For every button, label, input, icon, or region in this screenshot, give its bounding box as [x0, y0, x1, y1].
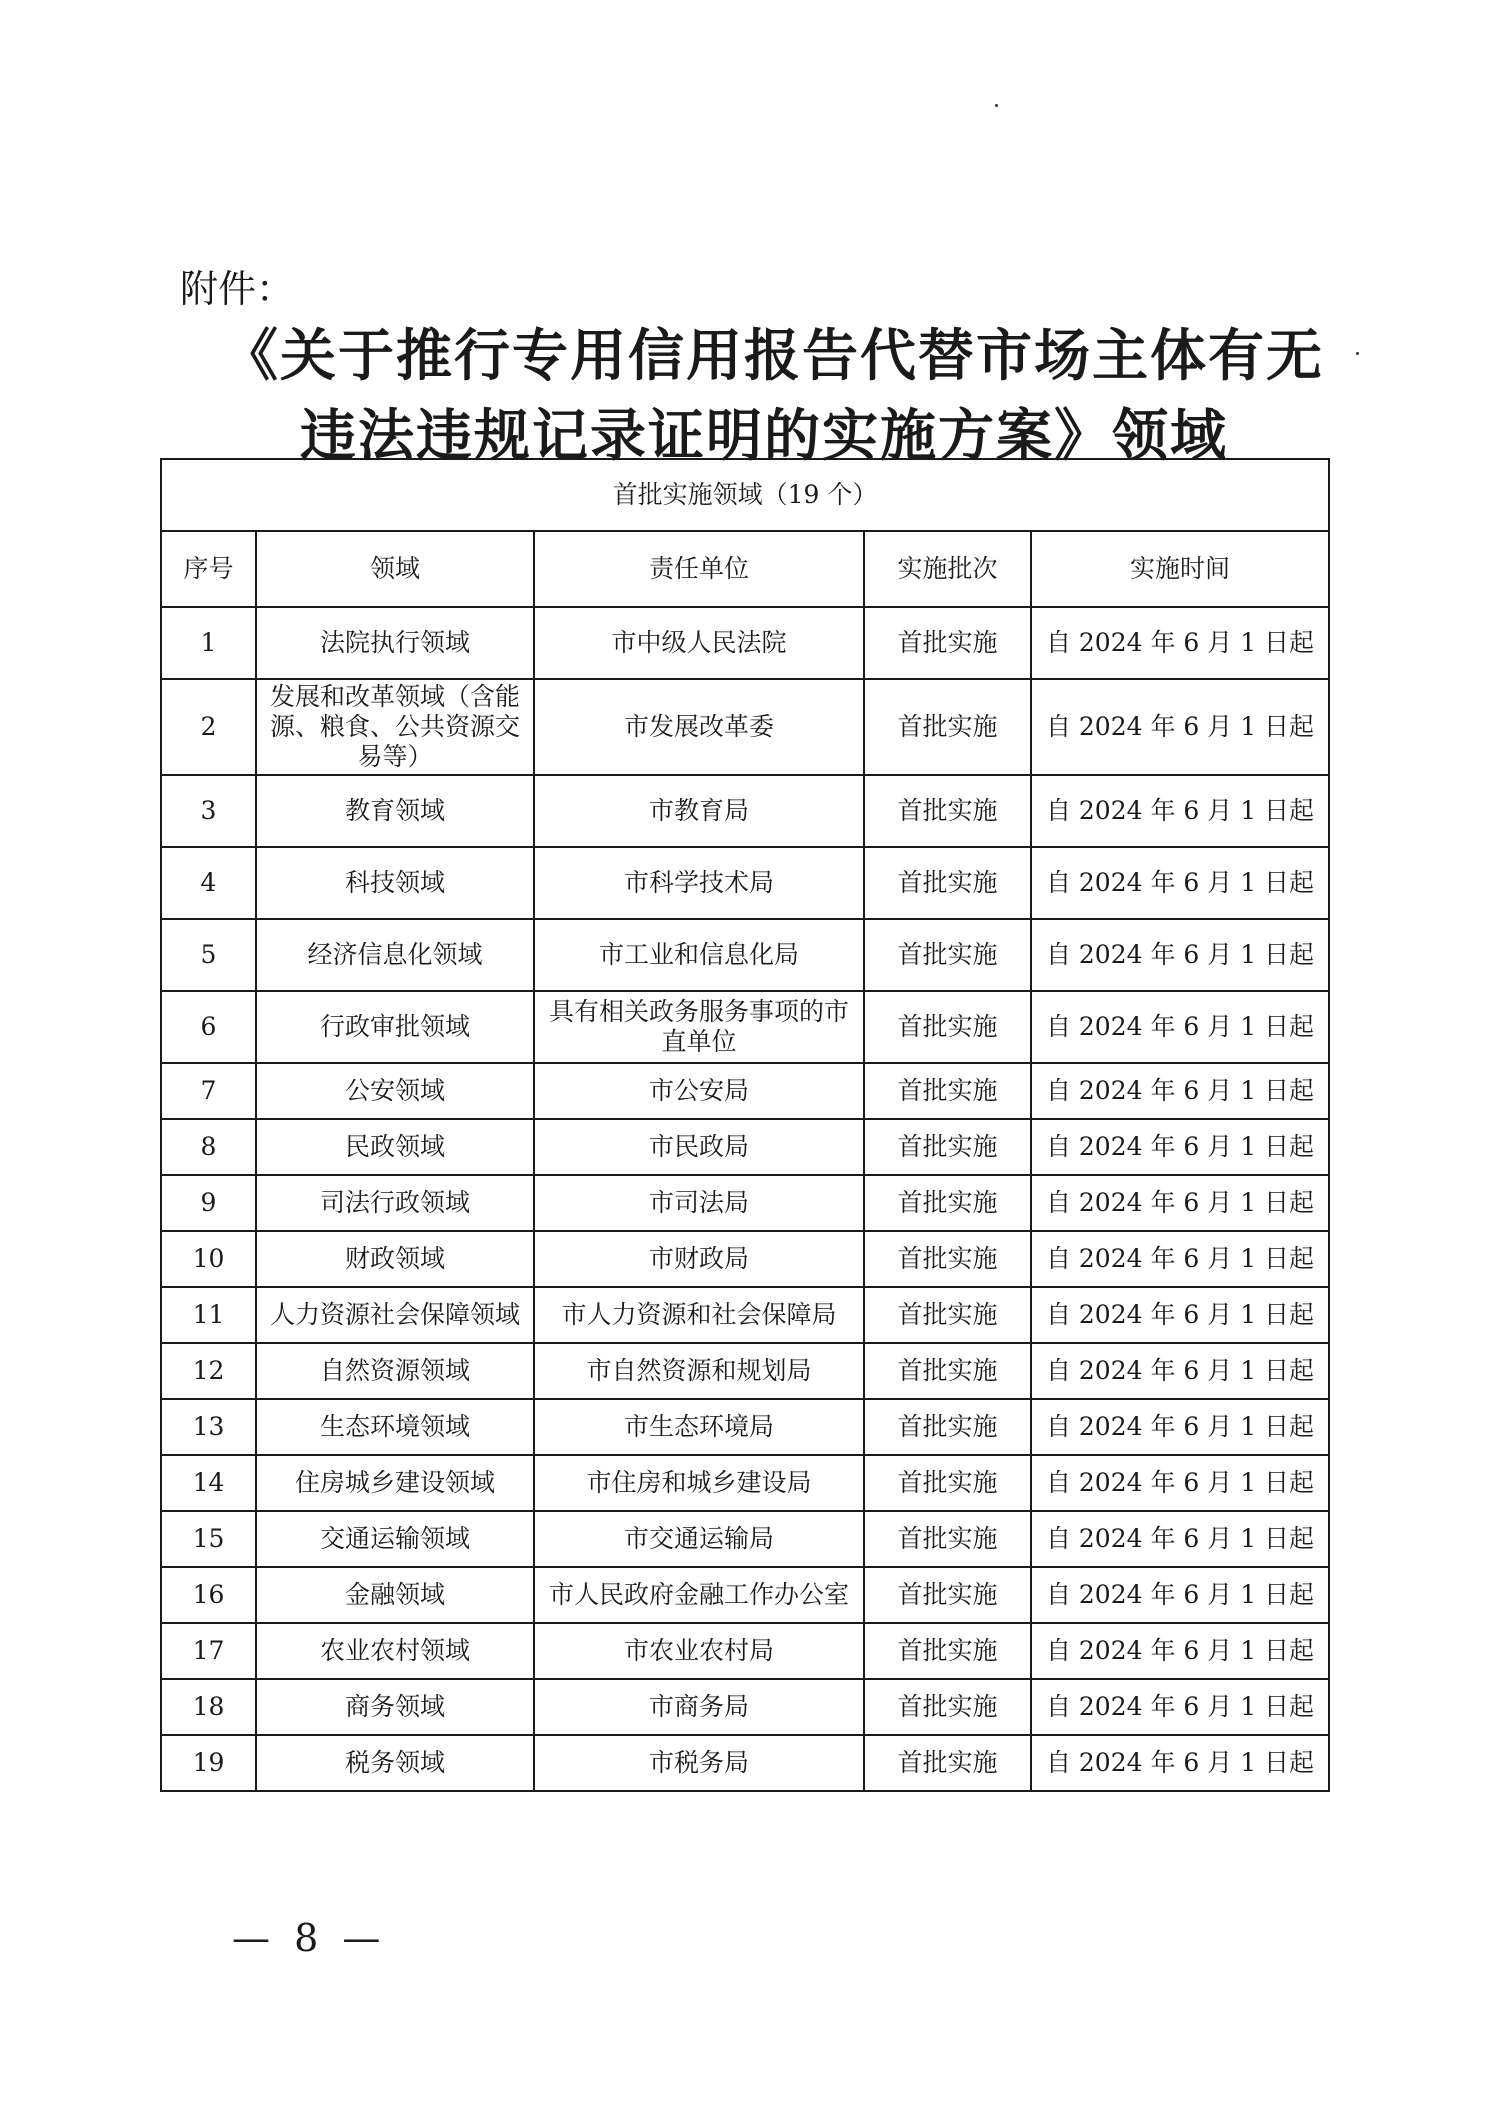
- cell-batch: 首批实施: [864, 991, 1031, 1063]
- table-row: [161, 1623, 1329, 1679]
- table-row: [161, 1119, 1329, 1175]
- cell-batch: 首批实施: [864, 847, 1031, 919]
- cell-time: 自 2024 年 6 月 1 日起: [1031, 1679, 1329, 1735]
- table-row: [161, 919, 1329, 991]
- cell-index: 18: [161, 1679, 256, 1735]
- cell-index: 5: [161, 919, 256, 991]
- cell-time: 自 2024 年 6 月 1 日起: [1031, 1399, 1329, 1455]
- cell-index: 3: [161, 775, 256, 847]
- cell-batch: 首批实施: [864, 919, 1031, 991]
- header-batch: 实施批次: [864, 531, 1031, 607]
- cell-responsible-unit: 市公安局: [534, 1063, 864, 1119]
- cell-domain: 生态环境领域: [256, 1399, 534, 1455]
- cell-domain: 司法行政领域: [256, 1175, 534, 1231]
- cell-index: 2: [161, 679, 256, 775]
- cell-domain: 科技领域: [256, 847, 534, 919]
- cell-time: 自 2024 年 6 月 1 日起: [1031, 847, 1329, 919]
- table-row: [161, 607, 1329, 679]
- cell-index: 14: [161, 1455, 256, 1511]
- table-row: [161, 991, 1329, 1063]
- table-row: [161, 1735, 1329, 1791]
- cell-domain: 法院执行领域: [256, 607, 534, 679]
- cell-batch: 首批实施: [864, 775, 1031, 847]
- cell-domain: 经济信息化领域: [256, 919, 534, 991]
- cell-batch: 首批实施: [864, 1063, 1031, 1119]
- header-responsible-unit: 责任单位: [534, 531, 864, 607]
- cell-responsible-unit: 市民政局: [534, 1119, 864, 1175]
- cell-time: 自 2024 年 6 月 1 日起: [1031, 1119, 1329, 1175]
- cell-time: 自 2024 年 6 月 1 日起: [1031, 1287, 1329, 1343]
- cell-responsible-unit: 市发展改革委: [534, 679, 864, 775]
- cell-responsible-unit: 市交通运输局: [534, 1511, 864, 1567]
- cell-index: 13: [161, 1399, 256, 1455]
- table-row: [161, 1231, 1329, 1287]
- cell-index: 1: [161, 607, 256, 679]
- table-row: [161, 1399, 1329, 1455]
- cell-domain: 住房城乡建设领域: [256, 1455, 534, 1511]
- cell-time: 自 2024 年 6 月 1 日起: [1031, 1567, 1329, 1623]
- cell-responsible-unit: 市生态环境局: [534, 1399, 864, 1455]
- cell-batch: 首批实施: [864, 1735, 1031, 1791]
- cell-index: 10: [161, 1231, 256, 1287]
- cell-batch: 首批实施: [864, 679, 1031, 775]
- cell-domain: 教育领域: [256, 775, 534, 847]
- table-row: [161, 1175, 1329, 1231]
- cell-index: 17: [161, 1623, 256, 1679]
- cell-batch: 首批实施: [864, 1511, 1031, 1567]
- cell-domain: 发展和改革领域（含能源、粮食、公共资源交易等）: [256, 679, 534, 775]
- cell-index: 4: [161, 847, 256, 919]
- cell-domain: 商务领域: [256, 1679, 534, 1735]
- cell-responsible-unit: 市财政局: [534, 1231, 864, 1287]
- cell-domain: 财政领域: [256, 1231, 534, 1287]
- table-row: [161, 1567, 1329, 1623]
- cell-batch: 首批实施: [864, 1231, 1031, 1287]
- cell-time: 自 2024 年 6 月 1 日起: [1031, 607, 1329, 679]
- cell-batch: 首批实施: [864, 1399, 1031, 1455]
- cell-index: 9: [161, 1175, 256, 1231]
- header-domain: 领域: [256, 531, 534, 607]
- cell-time: 自 2024 年 6 月 1 日起: [1031, 1175, 1329, 1231]
- cell-time: 自 2024 年 6 月 1 日起: [1031, 1231, 1329, 1287]
- cell-responsible-unit: 市农业农村局: [534, 1623, 864, 1679]
- table-row: [161, 847, 1329, 919]
- cell-batch: 首批实施: [864, 1567, 1031, 1623]
- cell-responsible-unit: 具有相关政务服务事项的市直单位: [534, 991, 864, 1063]
- table-row: [161, 1455, 1329, 1511]
- cell-domain: 金融领域: [256, 1567, 534, 1623]
- cell-time: 自 2024 年 6 月 1 日起: [1031, 1511, 1329, 1567]
- cell-index: 6: [161, 991, 256, 1063]
- cell-batch: 首批实施: [864, 1175, 1031, 1231]
- cell-domain: 税务领域: [256, 1735, 534, 1791]
- cell-responsible-unit: 市司法局: [534, 1175, 864, 1231]
- table-caption: 首批实施领域（19 个）: [161, 459, 1329, 531]
- cell-batch: 首批实施: [864, 1455, 1031, 1511]
- cell-index: 19: [161, 1735, 256, 1791]
- table-caption-row: [161, 459, 1329, 531]
- cell-time: 自 2024 年 6 月 1 日起: [1031, 1623, 1329, 1679]
- cell-index: 11: [161, 1287, 256, 1343]
- table-row: [161, 679, 1329, 775]
- cell-time: 自 2024 年 6 月 1 日起: [1031, 1063, 1329, 1119]
- cell-time: 自 2024 年 6 月 1 日起: [1031, 1343, 1329, 1399]
- cell-batch: 首批实施: [864, 1679, 1031, 1735]
- cell-batch: 首批实施: [864, 1623, 1031, 1679]
- cell-batch: 首批实施: [864, 1287, 1031, 1343]
- cell-responsible-unit: 市商务局: [534, 1679, 864, 1735]
- scan-speck: [995, 104, 998, 107]
- table-row: [161, 1511, 1329, 1567]
- cell-time: 自 2024 年 6 月 1 日起: [1031, 679, 1329, 775]
- document-title-line-1: 《关于推行专用信用报告代替市场主体有无: [222, 323, 1324, 389]
- cell-responsible-unit: 市住房和城乡建设局: [534, 1455, 864, 1511]
- cell-domain: 农业农村领域: [256, 1623, 534, 1679]
- cell-index: 12: [161, 1343, 256, 1399]
- cell-responsible-unit: 市税务局: [534, 1735, 864, 1791]
- cell-responsible-unit: 市自然资源和规划局: [534, 1343, 864, 1399]
- cell-index: 16: [161, 1567, 256, 1623]
- cell-index: 8: [161, 1119, 256, 1175]
- cell-domain: 民政领域: [256, 1119, 534, 1175]
- cell-responsible-unit: 市中级人民法院: [534, 607, 864, 679]
- implementation-table: [160, 458, 1330, 1792]
- cell-index: 7: [161, 1063, 256, 1119]
- cell-index: 15: [161, 1511, 256, 1567]
- cell-time: 自 2024 年 6 月 1 日起: [1031, 919, 1329, 991]
- table-row: [161, 775, 1329, 847]
- cell-batch: 首批实施: [864, 1343, 1031, 1399]
- table-row: [161, 1287, 1329, 1343]
- cell-domain: 交通运输领域: [256, 1511, 534, 1567]
- cell-time: 自 2024 年 6 月 1 日起: [1031, 991, 1329, 1063]
- cell-domain: 人力资源社会保障领域: [256, 1287, 534, 1343]
- table-row: [161, 1063, 1329, 1119]
- attachment-label: 附件：: [180, 267, 295, 311]
- cell-batch: 首批实施: [864, 607, 1031, 679]
- table-row: [161, 1679, 1329, 1735]
- table-header-row: [161, 531, 1329, 607]
- cell-responsible-unit: 市人民政府金融工作办公室: [534, 1567, 864, 1623]
- cell-domain: 行政审批领域: [256, 991, 534, 1063]
- header-time: 实施时间: [1031, 531, 1329, 607]
- cell-responsible-unit: 市人力资源和社会保障局: [534, 1287, 864, 1343]
- document-title-line-2: 违法违规记录证明的实施方案》领域: [300, 403, 1228, 469]
- cell-responsible-unit: 市教育局: [534, 775, 864, 847]
- cell-time: 自 2024 年 6 月 1 日起: [1031, 775, 1329, 847]
- cell-batch: 首批实施: [864, 1119, 1031, 1175]
- header-index: 序号: [161, 531, 256, 607]
- cell-responsible-unit: 市工业和信息化局: [534, 919, 864, 991]
- cell-time: 自 2024 年 6 月 1 日起: [1031, 1455, 1329, 1511]
- table-row: [161, 1343, 1329, 1399]
- cell-domain: 自然资源领域: [256, 1343, 534, 1399]
- page-number: — 8 —: [232, 1916, 387, 1960]
- cell-domain: 公安领域: [256, 1063, 534, 1119]
- cell-responsible-unit: 市科学技术局: [534, 847, 864, 919]
- cell-time: 自 2024 年 6 月 1 日起: [1031, 1735, 1329, 1791]
